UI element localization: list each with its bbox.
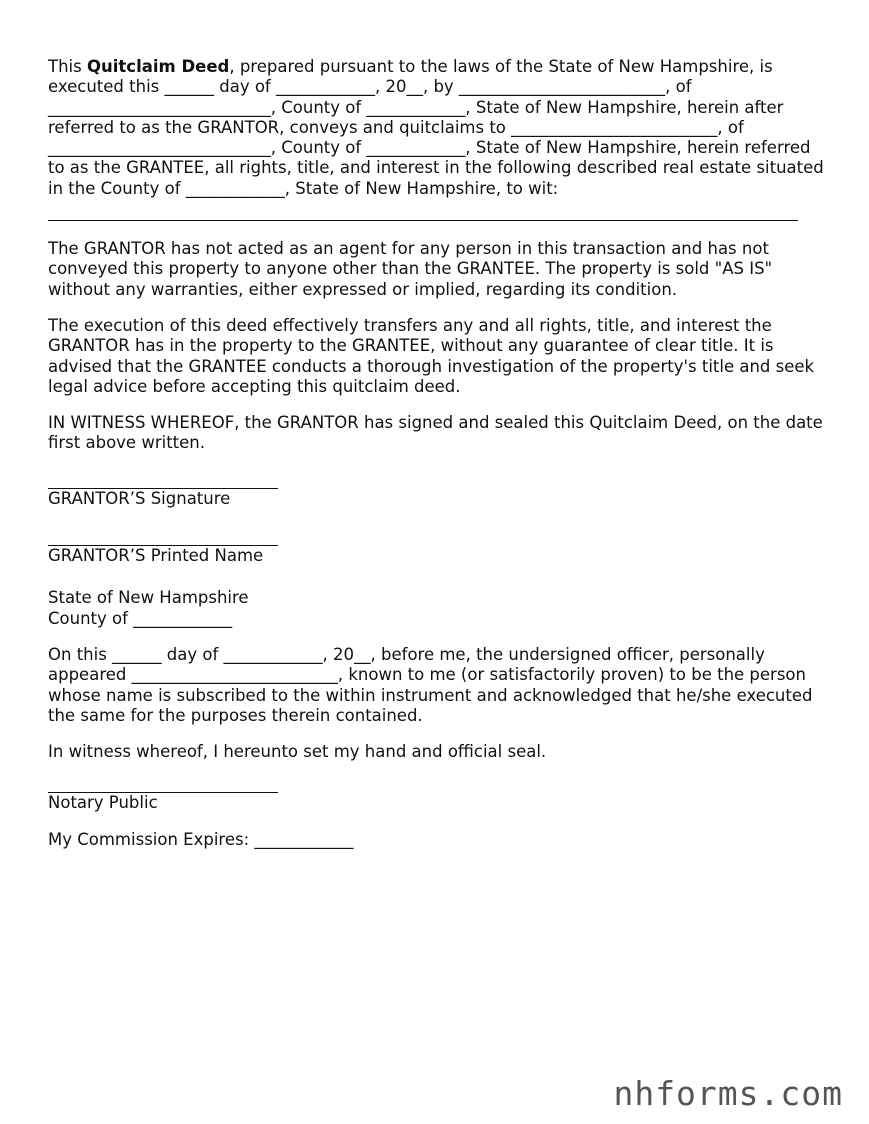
witness-paragraph: IN WITNESS WHEREOF, the GRANTOR has signed and sealed this Quitclaim Deed, on the date first above written. [48, 413, 823, 453]
notary-signature-line [48, 778, 278, 793]
seal-paragraph: In witness whereof, I hereunto set my hand and official seal. [48, 742, 547, 762]
grantor-signature-line [48, 474, 278, 489]
notary-label: Notary Public [48, 793, 158, 813]
intro-text: , prepared pursuant to the laws of the State of New Hampshire, is executed this ______ day of ____________, 20__, by _________________________, of ___________________________, County of ____________, State of New Hampshire, herein after referred to as the GRANTOR, conveys and quitclaims to _________________________, of ___________________________, County of ____________, State of New Hampshire, herein referred to as the GRANTEE, all rights, title, and interest in the following described real estate situated in the County of ____________, State of New Hampshire, to wit: [48, 57, 824, 198]
deed-document [48, 57, 824, 850]
grantor-printed-name-label: GRANTOR’S Printed Name [48, 546, 264, 566]
notary-paragraph: On this ______ day of ____________, 20__, before me, the undersigned officer, personally appeared _________________________, known to me (or satisfactorily proven) to be the person whose name is subscribed to the within instrument and acknowledged that he/she executed the same for the purposes therein contained. [48, 644, 813, 725]
grantor-printed-name-line [48, 531, 278, 546]
legal-description-line [48, 219, 798, 221]
grantor-signature-block [48, 474, 824, 567]
agent-paragraph: The GRANTOR has not acted as an agent for any person in this transaction and has not conveyed this property to anyone other than the GRANTEE. The property is sold "AS IS" without any warranties, either expressed or implied, regarding its condition. [48, 239, 773, 299]
commission-expires-line: My Commission Expires: ____________ [48, 829, 354, 849]
intro-lead: This [48, 57, 87, 76]
site-watermark: nhforms.com [613, 1073, 843, 1113]
venue-block [48, 588, 824, 629]
grantor-signature-label: GRANTOR’S Signature [48, 488, 231, 508]
execution-paragraph: The execution of this deed effectively transfers any and all rights, title, and interest the GRANTOR has in the property to the GRANTEE, without any guarantee of clear title. It is advised that the GRANTEE conducts a thorough investigation of the property's title and seek legal advice before accepting this quitclaim deed. [48, 315, 815, 396]
notary-signature-block [48, 778, 824, 813]
county-line: County of ____________ [48, 608, 233, 628]
deed-title: Quitclaim Deed [86, 57, 230, 76]
intro-paragraph [48, 57, 824, 199]
state-line: State of New Hampshire [48, 588, 249, 608]
